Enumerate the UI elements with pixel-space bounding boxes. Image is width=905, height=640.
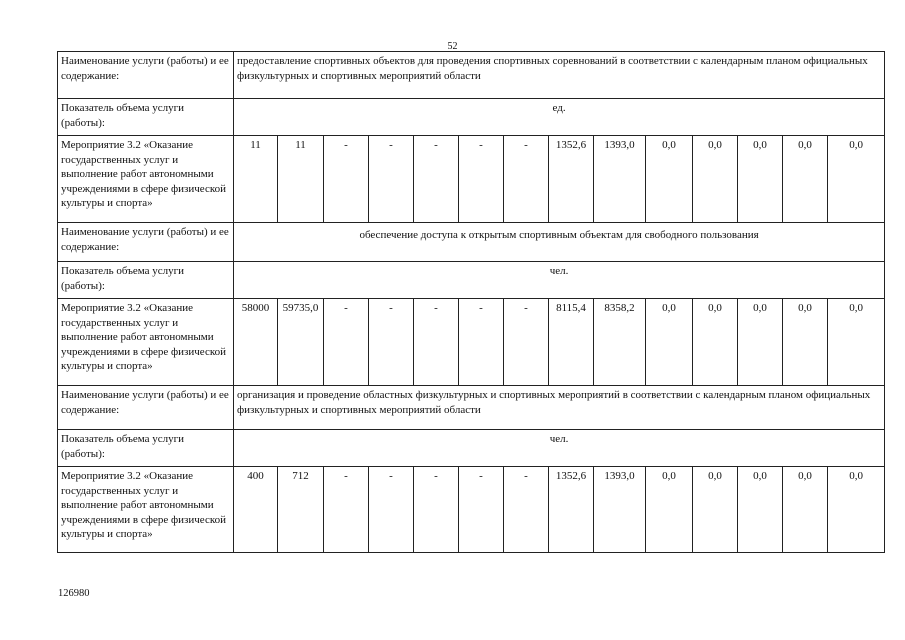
value-cell: 712 xyxy=(278,467,324,553)
service-name-value: обеспечение доступа к открытым спортивным объектам для свободного пользования xyxy=(234,223,885,262)
value-cell: 1352,6 xyxy=(549,467,594,553)
measure-label: Мероприятие 3.2 «Оказание государственных услуг и выполнение работ автономными учреждениями в сфере физической культуры и спорта» xyxy=(58,467,234,553)
indicator-row xyxy=(58,262,885,299)
indicator-unit: чел. xyxy=(234,262,885,299)
value-cell: 0,0 xyxy=(828,467,885,553)
value-cell: 11 xyxy=(234,136,278,223)
value-cell: 0,0 xyxy=(646,136,693,223)
service-name-label: Наименование услуги (работы) и ее содержание: xyxy=(58,223,234,262)
value-cell: 0,0 xyxy=(646,299,693,386)
value-cell: 1352,6 xyxy=(549,136,594,223)
service-name-label: Наименование услуги (работы) и ее содержание: xyxy=(58,52,234,99)
indicator-label: Показатель объема услуги (работы): xyxy=(58,430,234,467)
value-cell: 0,0 xyxy=(738,467,783,553)
value-cell: - xyxy=(459,299,504,386)
indicator-unit: ед. xyxy=(234,99,885,136)
service-name-row xyxy=(58,386,885,430)
measure-row xyxy=(58,467,885,553)
service-name-row xyxy=(58,52,885,99)
value-cell: - xyxy=(504,467,549,553)
value-cell: - xyxy=(324,299,369,386)
service-name-value: организация и проведение областных физкультурных и спортивных мероприятий в соответствии с календарным планом официальных физкультурных и спортивных мероприятий области xyxy=(234,386,885,430)
value-cell: 0,0 xyxy=(693,136,738,223)
value-cell: - xyxy=(414,136,459,223)
value-cell: - xyxy=(459,467,504,553)
value-cell: 11 xyxy=(278,136,324,223)
service-name-row xyxy=(58,223,885,262)
value-cell: - xyxy=(504,299,549,386)
value-cell: 8358,2 xyxy=(594,299,646,386)
value-cell: 0,0 xyxy=(738,299,783,386)
indicator-row xyxy=(58,99,885,136)
value-cell: 8115,4 xyxy=(549,299,594,386)
value-cell: 0,0 xyxy=(783,136,828,223)
page-number: 52 xyxy=(447,41,458,52)
measure-label: Мероприятие 3.2 «Оказание государственных услуг и выполнение работ автономными учреждениями в сфере физической культуры и спорта» xyxy=(58,299,234,386)
value-cell: 0,0 xyxy=(828,299,885,386)
service-name-label: Наименование услуги (работы) и ее содержание: xyxy=(58,386,234,430)
value-cell: 0,0 xyxy=(693,299,738,386)
value-cell: - xyxy=(414,299,459,386)
service-name-value: предоставление спортивных объектов для проведения спортивных соревнований в соответствии с календарным планом официальных физкультурных и спортивных мероприятий области xyxy=(234,52,885,99)
value-cell: 0,0 xyxy=(738,136,783,223)
value-cell: - xyxy=(324,136,369,223)
value-cell: 1393,0 xyxy=(594,136,646,223)
value-cell: - xyxy=(414,467,459,553)
value-cell: 58000 xyxy=(234,299,278,386)
value-cell: - xyxy=(369,467,414,553)
value-cell: 0,0 xyxy=(783,299,828,386)
value-cell: 400 xyxy=(234,467,278,553)
value-cell: - xyxy=(324,467,369,553)
value-cell: 0,0 xyxy=(693,467,738,553)
measure-label: Мероприятие 3.2 «Оказание государственных услуг и выполнение работ автономными учреждениями в сфере физической культуры и спорта» xyxy=(58,136,234,223)
indicator-label: Показатель объема услуги (работы): xyxy=(58,99,234,136)
value-cell: 0,0 xyxy=(783,467,828,553)
measure-row xyxy=(58,136,885,223)
value-cell: 59735,0 xyxy=(278,299,324,386)
value-cell: - xyxy=(459,136,504,223)
services-table xyxy=(57,51,885,553)
value-cell: - xyxy=(369,299,414,386)
value-cell: 1393,0 xyxy=(594,467,646,553)
indicator-row xyxy=(58,430,885,467)
indicator-unit: чел. xyxy=(234,430,885,467)
measure-row xyxy=(58,299,885,386)
value-cell: 0,0 xyxy=(828,136,885,223)
value-cell: 0,0 xyxy=(646,467,693,553)
indicator-label: Показатель объема услуги (работы): xyxy=(58,262,234,299)
footer-code: 126980 xyxy=(58,588,90,599)
value-cell: - xyxy=(504,136,549,223)
value-cell: - xyxy=(369,136,414,223)
